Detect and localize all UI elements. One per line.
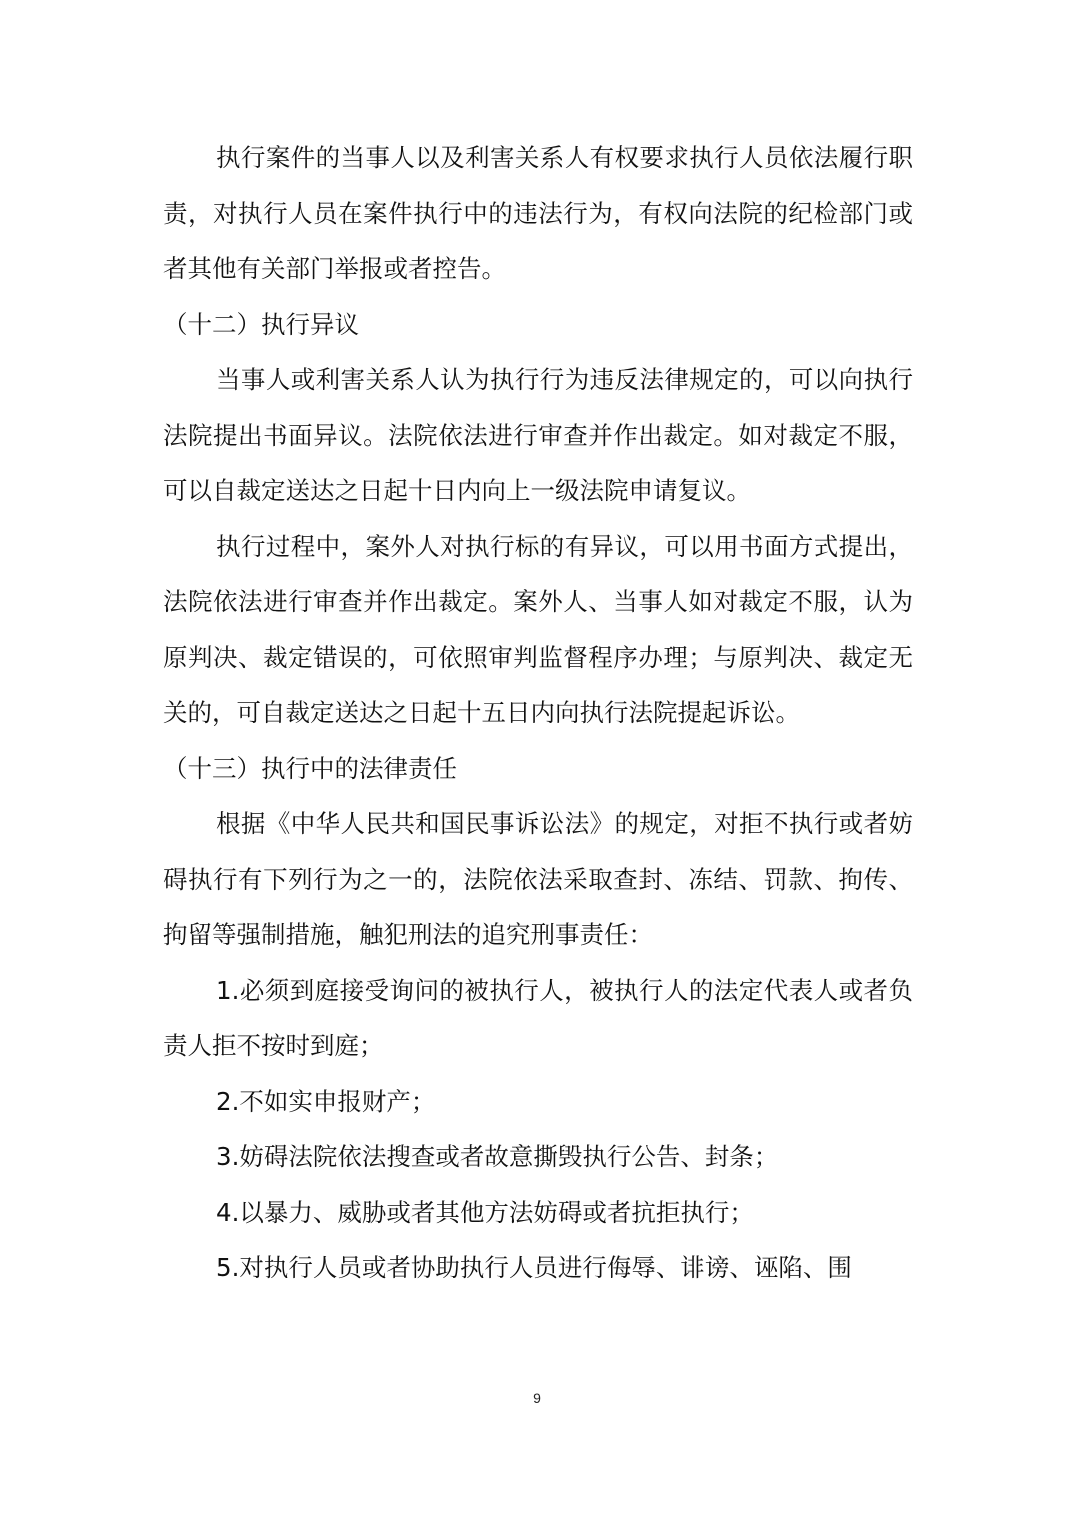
- list-item-insult-personnel: 5.对执行人员或者协助执行人员进行侮辱、诽谤、诬陷、围: [216, 1253, 852, 1282]
- paragraph-third-party-objection: 执行过程中，案外人对执行标的有异议，可以用书面方式提出，法院依法进行审查并作出裁定。案外人、当事人如对裁定不服，认为原判决、裁定错误的，可依照审判监督程序办理；与原判决、裁定无关的，可自裁定送达之日起十五日内向执行法院提起诉讼。: [163, 531, 913, 727]
- paragraph-legal-basis: 根据《中华人民共和国民事诉讼法》的规定，对拒不执行或者妨碍执行有下列行为之一的，法院依法采取查封、冻结、罚款、拘传、拘留等强制措施，触犯刑法的追究刑事责任：: [163, 809, 913, 949]
- paragraph-supervision-rights: 执行案件的当事人以及利害关系人有权要求执行人员依法履行职责，对执行人员在案件执行中的违法行为，有权向法院的纪检部门或者其他有关部门举报或者控告。: [163, 143, 913, 283]
- list-item-refuse-to-appear: 1.必须到庭接受询问的被执行人，被执行人的法定代表人或者负责人拒不按时到庭；: [163, 975, 913, 1060]
- section-heading-legal-liability: （十三）执行中的法律责任: [163, 753, 457, 783]
- section-heading-execution-objection: （十二）执行异议: [163, 309, 359, 339]
- page-number: 9: [533, 1390, 541, 1406]
- page-body: [163, 130, 913, 1296]
- paragraph-objection-review: 当事人或利害关系人认为执行行为违反法律规定的，可以向执行法院提出书面异议。法院依法进行审查并作出裁定。如对裁定不服，可以自裁定送达之日起十日内向上一级法院申请复议。: [163, 365, 913, 505]
- list-item-false-declaration: 2.不如实申报财产；: [216, 1086, 436, 1116]
- list-item-violent-resistance: 4.以暴力、威胁或者其他方法妨碍或者抗拒执行；: [216, 1197, 754, 1227]
- list-item-obstruct-search: 3.妨碍法院依法搜查或者故意撕毁执行公告、封条；: [216, 1142, 779, 1171]
